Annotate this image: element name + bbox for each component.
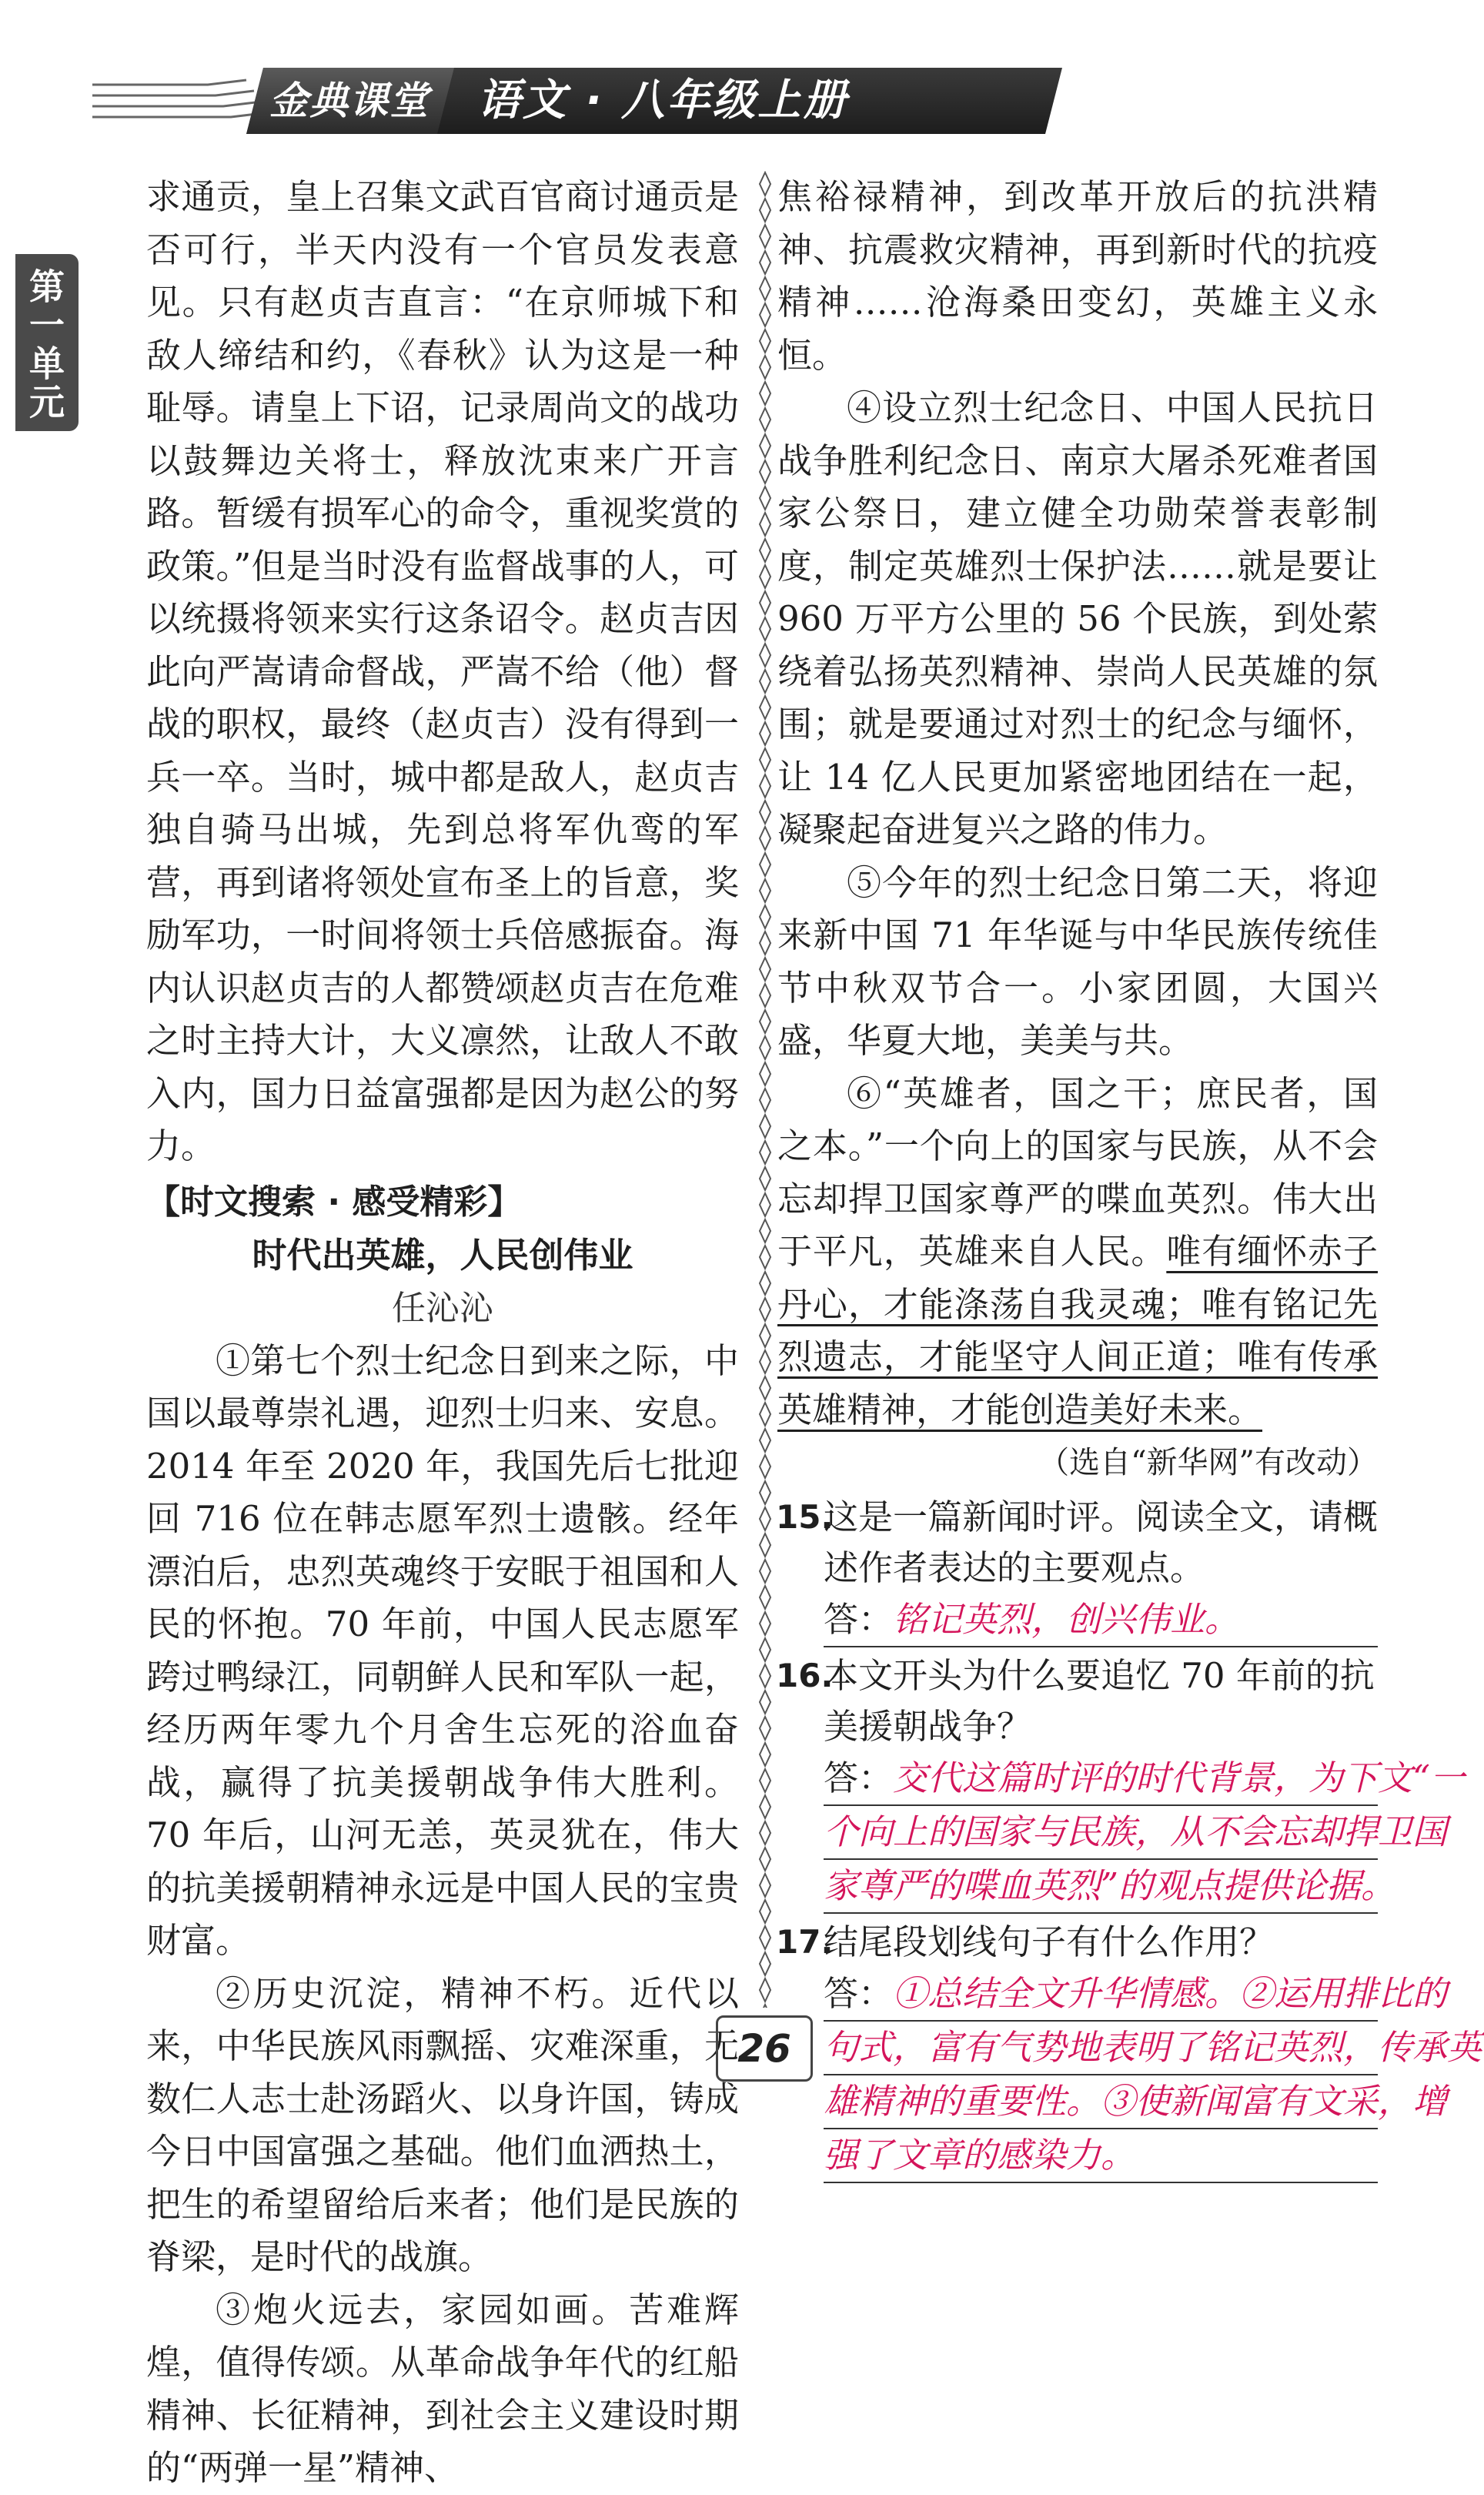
- section-label: 【时文搜索 · 感受精彩】: [146, 1182, 522, 1222]
- question-block-17: [776, 1917, 1482, 2183]
- answer-line: [824, 1968, 1448, 2022]
- unit-side-tab-label: 第一单元: [24, 268, 65, 422]
- answer-line: [824, 1594, 1378, 1647]
- article-title: 时代出英雄，人民创伟业: [252, 1234, 633, 1276]
- question-block-16: [776, 1651, 1466, 1914]
- article-paragraph-1: ①第七个烈士纪念日到来之际，中国以最尊崇礼遇，迎烈士归来、安息。2014 年至 2020 年，我国先后七批迎回 716 位在韩志愿军烈士遗骸。经年漂泊后，忠烈英魂终于安眠于祖国和人民的怀抱。70 年前，中国人民志愿军跨过鸭绿江，同朝鲜人民和军队一起，经历两年零九个月舍生忘死的浴血奋战，赢得了抗美援朝战争伟大胜利。70 年后，山河无恙，英灵犹在，伟大的抗美援朝精神永远是中国人民的宝贵财富。: [146, 1339, 739, 1961]
- paragraph-6-text: ⑥“英雄者，国之干；庶民者，国之本。”一个向上的国家与民族，从不会忘却捍卫国家尊严的喋血英烈。伟大出于平凡，英雄来自人民。: [777, 1072, 1378, 1272]
- question-17-number: 17.: [776, 1923, 834, 1961]
- right-column: [776, 171, 1482, 2183]
- handwritten-answer: 雄精神的重要性。③使新闻富有文采，增: [824, 2081, 1448, 2122]
- handwritten-answer: 交代这篇时评的时代背景，为下文“一: [893, 1758, 1466, 1798]
- column-divider: [756, 171, 774, 2008]
- answer-line: [824, 1752, 1466, 1806]
- answer-16: [777, 1752, 1466, 1914]
- answer-prefix: 答：: [824, 1758, 894, 1798]
- underlined-sentence: 唯有缅怀赤子丹心，才能涤荡自我灵魂；唯有铭记先烈遗志，才能坚守人间正道；唯有传承英雄精神，才能创造美好未来。: [777, 1231, 1378, 1430]
- handwritten-answer: 铭记英烈，创兴伟业。: [893, 1599, 1240, 1640]
- answer-prefix: 答：: [824, 1973, 894, 2014]
- unit-side-tab: [15, 254, 79, 431]
- article-paragraph-5: ⑤今年的烈士纪念日第二天，将迎来新中国 71 年华诞与中华民族传统佳节中秋双节合一。小家团圆，大国兴盛，华夏大地，美美与共。: [777, 861, 1378, 1061]
- passage-continuation: 求通贡，皇上召集文武百官商讨通贡是否可行，半天内没有一个官员发表意见。只有赵贞吉直言：“在京师城下和敌人缔结和约，《春秋》认为这是一种耻辱。请皇上下诏，记录周尚文的战功以鼓舞边关将士，释放沈束来广开言路。暂缓有损军心的命令，重视奖赏的政策。”但是当时没有监督战事的人，可以统摄将领来实行这条诏令。赵贞吉因此向严嵩请命督战，严嵩不给（他）督战的职权，最终（赵贞吉）没有得到一兵一卒。当时，城中都是敌人，赵贞吉独自骑马出城，先到总将军仇鸾的军营，再到诸将领处宣布圣上的旨意，奖励军功，一时间将领士兵倍感振奋。海内认识赵贞吉的人都赞颂赵贞吉在危难之时主持大计，大义凛然，让敌人不敢入内，国力日益富强都是因为赵公的努力。: [146, 176, 739, 1166]
- handwritten-answer: 句式，富有气势地表明了铭记英烈，传承英: [824, 2027, 1482, 2068]
- answer-15: [777, 1594, 1378, 1647]
- handwritten-answer: 个向上的国家与民族，从不会忘却捍卫国: [824, 1811, 1448, 1852]
- answer-17: [777, 1968, 1482, 2183]
- handwritten-answer: 家尊严的喋血英烈”的观点提供论据。: [824, 1865, 1396, 1906]
- article-paragraph-3-end: 焦裕禄精神，到改革开放后的抗洪精神、抗震救灾精神，再到新时代的抗疫精神……沧海桑田变幻，英雄主义永恒。: [777, 176, 1378, 376]
- answer-prefix: 答：: [824, 1599, 894, 1640]
- question-17: [777, 1917, 1378, 1968]
- article-source: （选自“新华网”有改动）: [1038, 1445, 1378, 1480]
- left-column: [146, 171, 739, 2495]
- question-15-number: 15.: [776, 1498, 834, 1536]
- article-paragraph-3-start: ③炮火远去，家园如画。苦难辉煌，值得传颂。从革命战争年代的红船精神、长征精神，到社会主义建设时期的“两弹一星”精神、: [146, 2289, 739, 2488]
- header-subject: 语文 · 八年级上册: [477, 75, 849, 125]
- handwritten-answer: 强了文章的感染力。: [824, 2135, 1136, 2176]
- question-15-text: 这是一篇新闻时评。阅读全文，请概述作者表达的主要观点。: [824, 1497, 1379, 1588]
- article-author: 任沁沁: [392, 1288, 493, 1328]
- question-16-text: 本文开头为什么要追忆 70 年前的抗美援朝战争？: [824, 1655, 1375, 1747]
- handwritten-answer: ①总结全文升华情感。②运用排比的: [893, 1973, 1448, 2014]
- question-block-15: [777, 1492, 1378, 1647]
- header-brand: 金典课堂: [269, 79, 429, 123]
- article-paragraph-4: ④设立烈士纪念日、中国人民抗日战争胜利纪念日、南京大屠杀死难者国家公祭日，建立健全功勋荣誉表彰制度，制定英雄烈士保护法……就是要让 960 万平方公里的 56 个民族，到处萦绕着弘扬英烈精神、崇尚人民英雄的氛围；就是要通过对烈士的纪念与缅怀，让 14 亿人民更加紧密地团结在一起，凝聚起奋进复兴之路的伟力。: [777, 387, 1378, 850]
- question-16: [777, 1651, 1378, 1752]
- question-16-number: 16.: [776, 1657, 834, 1694]
- question-15: [777, 1492, 1378, 1594]
- question-17-text: 结尾段划线句子有什么作用？: [824, 1921, 1275, 1962]
- answer-line: [824, 1806, 1448, 1860]
- header-decor-lines: [92, 74, 277, 128]
- page-number: 26: [737, 2026, 791, 2071]
- article-paragraph-6: [777, 1068, 1378, 1437]
- answer-line: [824, 1860, 1396, 1914]
- answer-line: [824, 2075, 1448, 2129]
- answer-line: [824, 2022, 1482, 2075]
- answer-line: [824, 2129, 1378, 2183]
- article-paragraph-2: ②历史沉淀，精神不朽。近代以来，中华民族风雨飘摇、灾难深重，无数仁人志士赴汤蹈火、以身许国，铸成今日中国富强之基础。他们血洒热土，把生的希望留给后来者；他们是民族的脊梁，是时代的战旗。: [146, 1972, 739, 2277]
